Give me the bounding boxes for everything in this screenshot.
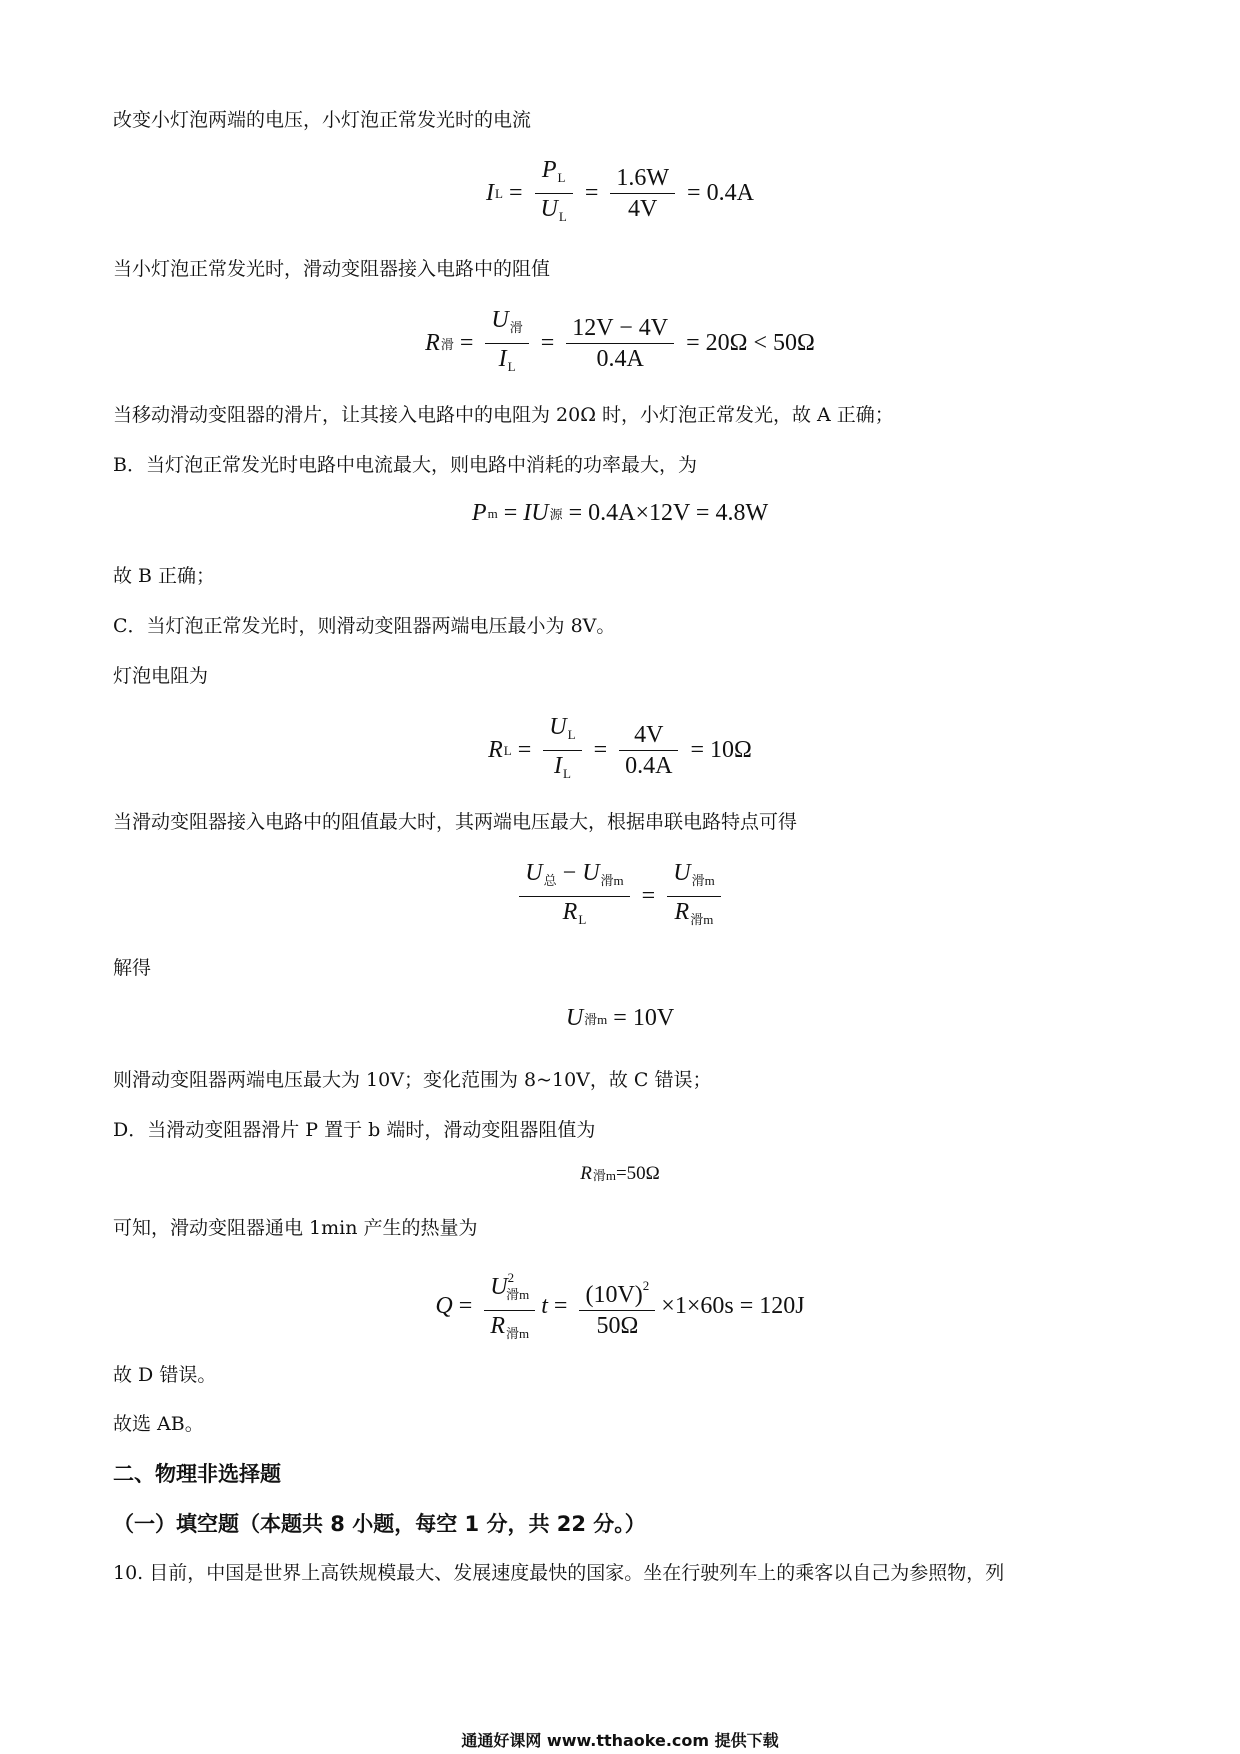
text-line-3: 当移动滑动变阻器的滑片，让其接入电路中的电阻为 20Ω 时，小灯泡正常发光，故 A 正确； — [113, 404, 894, 426]
text-line-10: 则滑动变阻器两端电压最大为 10V；变化范围为 8~10V，故 C 错误； — [113, 1069, 712, 1091]
text-line-8: 当滑动变阻器接入电路中的阻值最大时，其两端电压最大，根据串联电路特点可得 — [113, 811, 798, 833]
text-line-5: 故 B 正确； — [113, 565, 216, 587]
equation-current: I L = $\frac{P_L}{U_L}$ = $\frac{1.6W}{4V}$ = 0.4A — [486, 157, 754, 224]
text-line-12: 可知，滑动变阻器通电 1min 产生的热量为 — [113, 1217, 478, 1239]
page-footer: 通通好课网 www.tthaoke.com 提供下载 — [461, 1731, 779, 1750]
question-10-text: 10. 目前，中国是世界上高铁规模最大、发展速度最快的国家。坐在行驶列车上的乘客以自己为参照物，列 — [113, 1562, 1005, 1584]
equation-rheostat-resistance: R 滑 = $\frac{U_滑}{I_L}$ = $\frac{12V - 4V}{0.4A}$ = 20Ω < 50Ω — [425, 307, 815, 374]
equation-bulb-resistance: R L = $\frac{U_L}{I_L}$ = $\frac{4V}{0.4A}$ = 10Ω — [488, 714, 752, 781]
text-line-14: 故选 AB。 — [113, 1413, 204, 1435]
equation-max-power: P m = IU 源 = 0.4A×12V = 4.8W — [471, 500, 769, 526]
text-line-13: 故 D 错误。 — [113, 1364, 217, 1386]
text-line-11: D．当滑动变阻器滑片 P 置于 b 端时，滑动变阻器阻值为 — [113, 1119, 596, 1141]
subsection-heading: （一）填空题（本题共 8 小题，每空 1 分，共 22 分。） — [113, 1512, 646, 1536]
text-line-4: B．当灯泡正常发光时电路中电流最大，则电路中消耗的功率最大，为 — [113, 454, 697, 476]
equation-heat: Q = $\frac{U^2_{滑m}}{R_{滑m}}$ t = $\frac{(10V)^2}{50\Omega}$ ×1×60s = 120J — [435, 1270, 805, 1341]
section-heading: 二、物理非选择题 — [113, 1462, 281, 1486]
text-line-7: 灯泡电阻为 — [113, 665, 209, 687]
text-line-6: C．当灯泡正常发光时，则滑动变阻器两端电压最小为 8V。 — [113, 615, 616, 637]
equation-max-resistance: R 滑m =50Ω — [580, 1163, 660, 1184]
equation-series-ratio: $\frac{U_总 - U_{滑m}}{R_L}$ = $\frac{U_{滑m}}{R_{滑m}}$ — [0, 858, 1240, 935]
text-line-2: 当小灯泡正常发光时，滑动变阻器接入电路中的阻值 — [113, 258, 551, 280]
text-line-9: 解得 — [113, 957, 152, 979]
equation-max-voltage: U 滑m = 10V — [565, 1005, 675, 1031]
text-line-1: 改变小灯泡两端的电压，小灯泡正常发光时的电流 — [113, 109, 532, 131]
